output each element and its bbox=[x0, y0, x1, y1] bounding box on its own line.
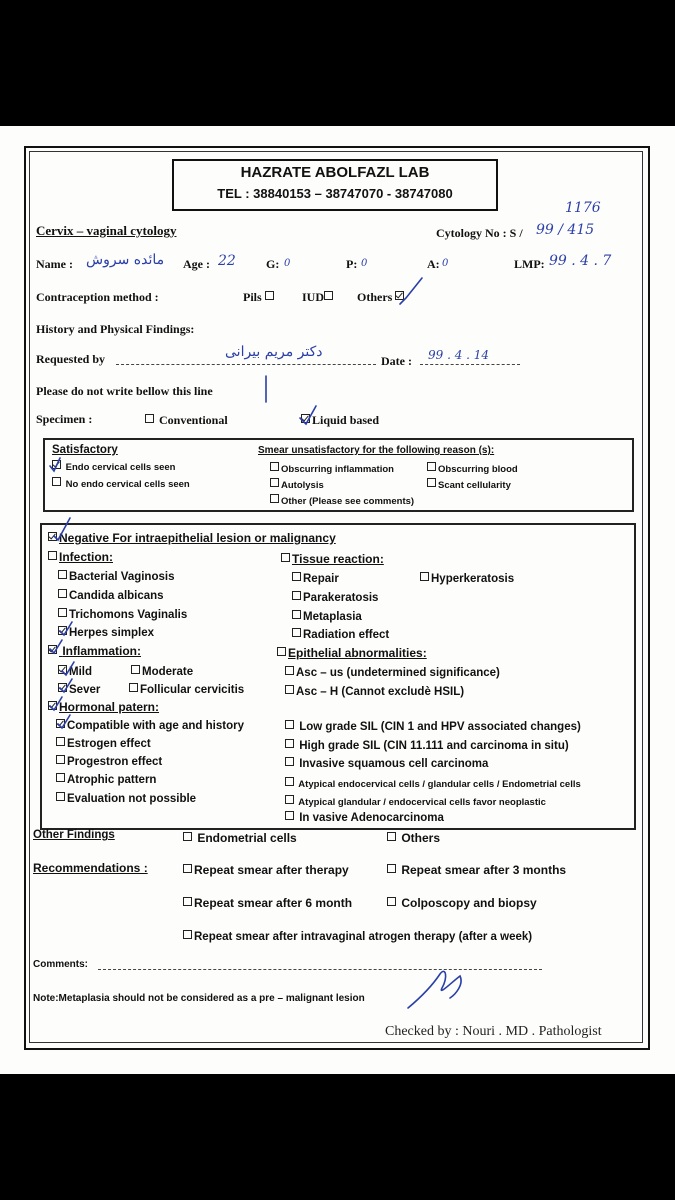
satisfactory-title: Satisfactory bbox=[52, 444, 118, 456]
name-label: Name : bbox=[36, 257, 73, 271]
checked-by: Checked by : Nouri . MD . Pathologist bbox=[385, 1024, 602, 1039]
lmp-label: LMP: bbox=[514, 257, 545, 271]
tissue-hyperkeratosis[interactable]: Hyperkeratosis bbox=[420, 572, 514, 585]
p-label: P: bbox=[346, 257, 358, 271]
herpes-check-mark bbox=[60, 622, 72, 635]
inflammation-check-mark bbox=[50, 640, 62, 653]
contraception-others[interactable]: Others bbox=[357, 290, 406, 305]
rec-after-therapy[interactable]: Repeat smear after therapy bbox=[183, 863, 349, 877]
other-findings-label: Other Findings bbox=[33, 829, 115, 841]
hormonal-check-mark bbox=[50, 697, 62, 710]
lesion-adenocarcinoma[interactable]: In vasive Adenocarcinoma bbox=[285, 811, 444, 824]
lab-report-page bbox=[0, 126, 675, 1074]
a-label: A: bbox=[427, 257, 440, 271]
contraception-label: Contraception method : bbox=[36, 290, 159, 304]
recommendations-label: Recommendations : bbox=[33, 861, 148, 875]
others-check-mark bbox=[400, 278, 422, 304]
epithelial-asc-us[interactable]: Asc – us (undetermined significance) bbox=[285, 666, 500, 679]
compatible-check-mark bbox=[58, 715, 70, 728]
tissue-reaction-title[interactable]: Tissue reaction: bbox=[281, 552, 384, 566]
lesion-lsil[interactable]: Low grade SIL (CIN 1 and HPV associated changes) bbox=[285, 720, 581, 733]
specimen-conventional[interactable]: Conventional bbox=[145, 413, 228, 428]
lab-name: HAZRATE ABOLFAZL LAB bbox=[240, 164, 430, 181]
rec-colposcopy[interactable]: Colposcopy and biopsy bbox=[387, 896, 537, 910]
pathologist-signature bbox=[408, 971, 461, 1008]
hormonal-title[interactable]: Hormonal patern: bbox=[48, 700, 159, 714]
infection-title[interactable]: Infection: bbox=[48, 550, 113, 564]
unsat-scant-cellularity[interactable]: Scant cellularity bbox=[427, 478, 511, 491]
contraception-pils[interactable]: Pils bbox=[243, 290, 276, 305]
endo-check-mark bbox=[50, 458, 60, 471]
lab-phone: TEL : 38840153 – 38747070 - 38747080 bbox=[217, 186, 453, 201]
hormonal-progestron[interactable]: Progestron effect bbox=[56, 755, 162, 768]
hormonal-estrogen[interactable]: Estrogen effect bbox=[56, 737, 151, 750]
tissue-radiation[interactable]: Radiation effect bbox=[292, 628, 389, 641]
date-label: Date : bbox=[381, 354, 412, 368]
handwritten-pen-marks bbox=[0, 126, 675, 1074]
unsatisfactory-title: Smear unsatisfactory for the following reason (s): bbox=[258, 445, 495, 456]
a-value: 0 bbox=[442, 258, 449, 269]
age-value: 22 bbox=[218, 253, 236, 269]
other-findings-others[interactable]: Others bbox=[387, 831, 440, 845]
infection-bacterial-vaginosis[interactable]: Bacterial Vaginosis bbox=[58, 570, 174, 583]
history-label: History and Physical Findings: bbox=[36, 322, 195, 336]
age-label: Age : bbox=[183, 257, 210, 271]
hormonal-compatible[interactable]: Compatible with age and history bbox=[56, 719, 244, 732]
infection-herpes[interactable]: Herpes simplex bbox=[58, 626, 154, 639]
lesion-atypical-glandular[interactable]: Atypical glandular / endocervical cells favor neoplastic bbox=[285, 795, 546, 808]
mild-check-mark bbox=[62, 662, 74, 675]
metaplasia-note: Note:Metaplasia should not be considered as a pre – malignant lesion bbox=[33, 993, 365, 1004]
cytology-no-value: 99 / 415 bbox=[536, 222, 595, 238]
tissue-parakeratosis[interactable]: Parakeratosis bbox=[292, 591, 378, 604]
unsat-obscurring-blood[interactable]: Obscurring blood bbox=[427, 462, 518, 475]
inflammation-moderate[interactable]: Moderate bbox=[131, 665, 193, 678]
form-title: Cervix – vaginal cytology bbox=[36, 223, 177, 238]
contraception-iud[interactable]: IUD bbox=[302, 290, 335, 305]
lesion-hsil[interactable]: High grade SIL (CIN 11.111 and carcinoma in situ) bbox=[285, 739, 569, 752]
inflammation-sever[interactable]: Sever bbox=[58, 683, 100, 696]
infection-trichomonas[interactable]: Trichomons Vaginalis bbox=[58, 608, 187, 621]
infection-candida[interactable]: Candida albicans bbox=[58, 589, 164, 602]
satisfactory-option-endo-seen[interactable]: Endo cervical cells seen bbox=[52, 460, 175, 473]
do-not-write-notice: Please do not write bellow this line bbox=[36, 384, 213, 398]
lesion-atypical-endocervical[interactable]: Atypical endocervical cells / glandular cells / Endometrial cells bbox=[285, 777, 581, 790]
negative-check-mark bbox=[54, 518, 70, 540]
date-value: 99 . 4 . 14 bbox=[428, 348, 490, 362]
requested-by-label: Requested by bbox=[36, 352, 106, 366]
lmp-value: 99 . 4 . 7 bbox=[549, 253, 612, 269]
unsat-obscurring-inflammation[interactable]: Obscurring inflammation bbox=[270, 462, 394, 475]
liquid-check-mark bbox=[300, 406, 316, 424]
unsat-autolysis[interactable]: Autolysis bbox=[270, 478, 324, 491]
name-value: مائده سروش bbox=[86, 252, 165, 268]
tissue-repair[interactable]: Repair bbox=[292, 572, 339, 585]
g-value: 0 bbox=[284, 258, 291, 269]
inflammation-follicular[interactable]: Follicular cervicitis bbox=[129, 683, 244, 696]
rec-intravaginal[interactable]: Repeat smear after intravaginal atrogen therapy (after a week) bbox=[183, 930, 532, 943]
comments-label: Comments: bbox=[33, 959, 89, 970]
p-value: 0 bbox=[361, 258, 368, 269]
inflammation-title[interactable]: Inflammation: bbox=[48, 644, 141, 658]
cytology-no-label: Cytology No : S / bbox=[436, 226, 523, 240]
satisfactory-option-no-endo[interactable]: No endo cervical cells seen bbox=[52, 477, 190, 490]
hormonal-not-possible[interactable]: Evaluation not possible bbox=[56, 792, 196, 805]
requested-by-value: دکتر مریم بیرانی bbox=[225, 344, 323, 360]
lesion-invasive-scc[interactable]: Invasive squamous cell carcinoma bbox=[285, 757, 488, 770]
negative-title[interactable]: Negative For intraepithelial lesion or malignancy bbox=[48, 531, 336, 545]
epithelial-asc-h[interactable]: Asc – H (Cannot excludè HSIL) bbox=[285, 685, 464, 698]
sever-check-mark bbox=[60, 679, 72, 692]
tissue-metaplasia[interactable]: Metaplasia bbox=[292, 610, 362, 623]
cytology-top-note: 1176 bbox=[565, 200, 601, 216]
g-label: G: bbox=[266, 257, 280, 271]
specimen-label: Specimen : bbox=[36, 412, 93, 426]
epithelial-title[interactable]: Epithelial abnormalities: bbox=[277, 646, 427, 660]
unsat-other[interactable]: Other (Please see comments) bbox=[270, 494, 414, 507]
rec-after-6-month[interactable]: Repeat smear after 6 month bbox=[183, 896, 352, 910]
rec-after-3-months[interactable]: Repeat smear after 3 months bbox=[387, 863, 566, 877]
inflammation-mild[interactable]: Mild bbox=[58, 665, 92, 678]
hormonal-atrophic[interactable]: Atrophic pattern bbox=[56, 773, 156, 786]
other-findings-endometrial[interactable]: Endometrial cells bbox=[183, 831, 297, 845]
specimen-liquid-based[interactable]: Liquid based bbox=[301, 413, 379, 428]
